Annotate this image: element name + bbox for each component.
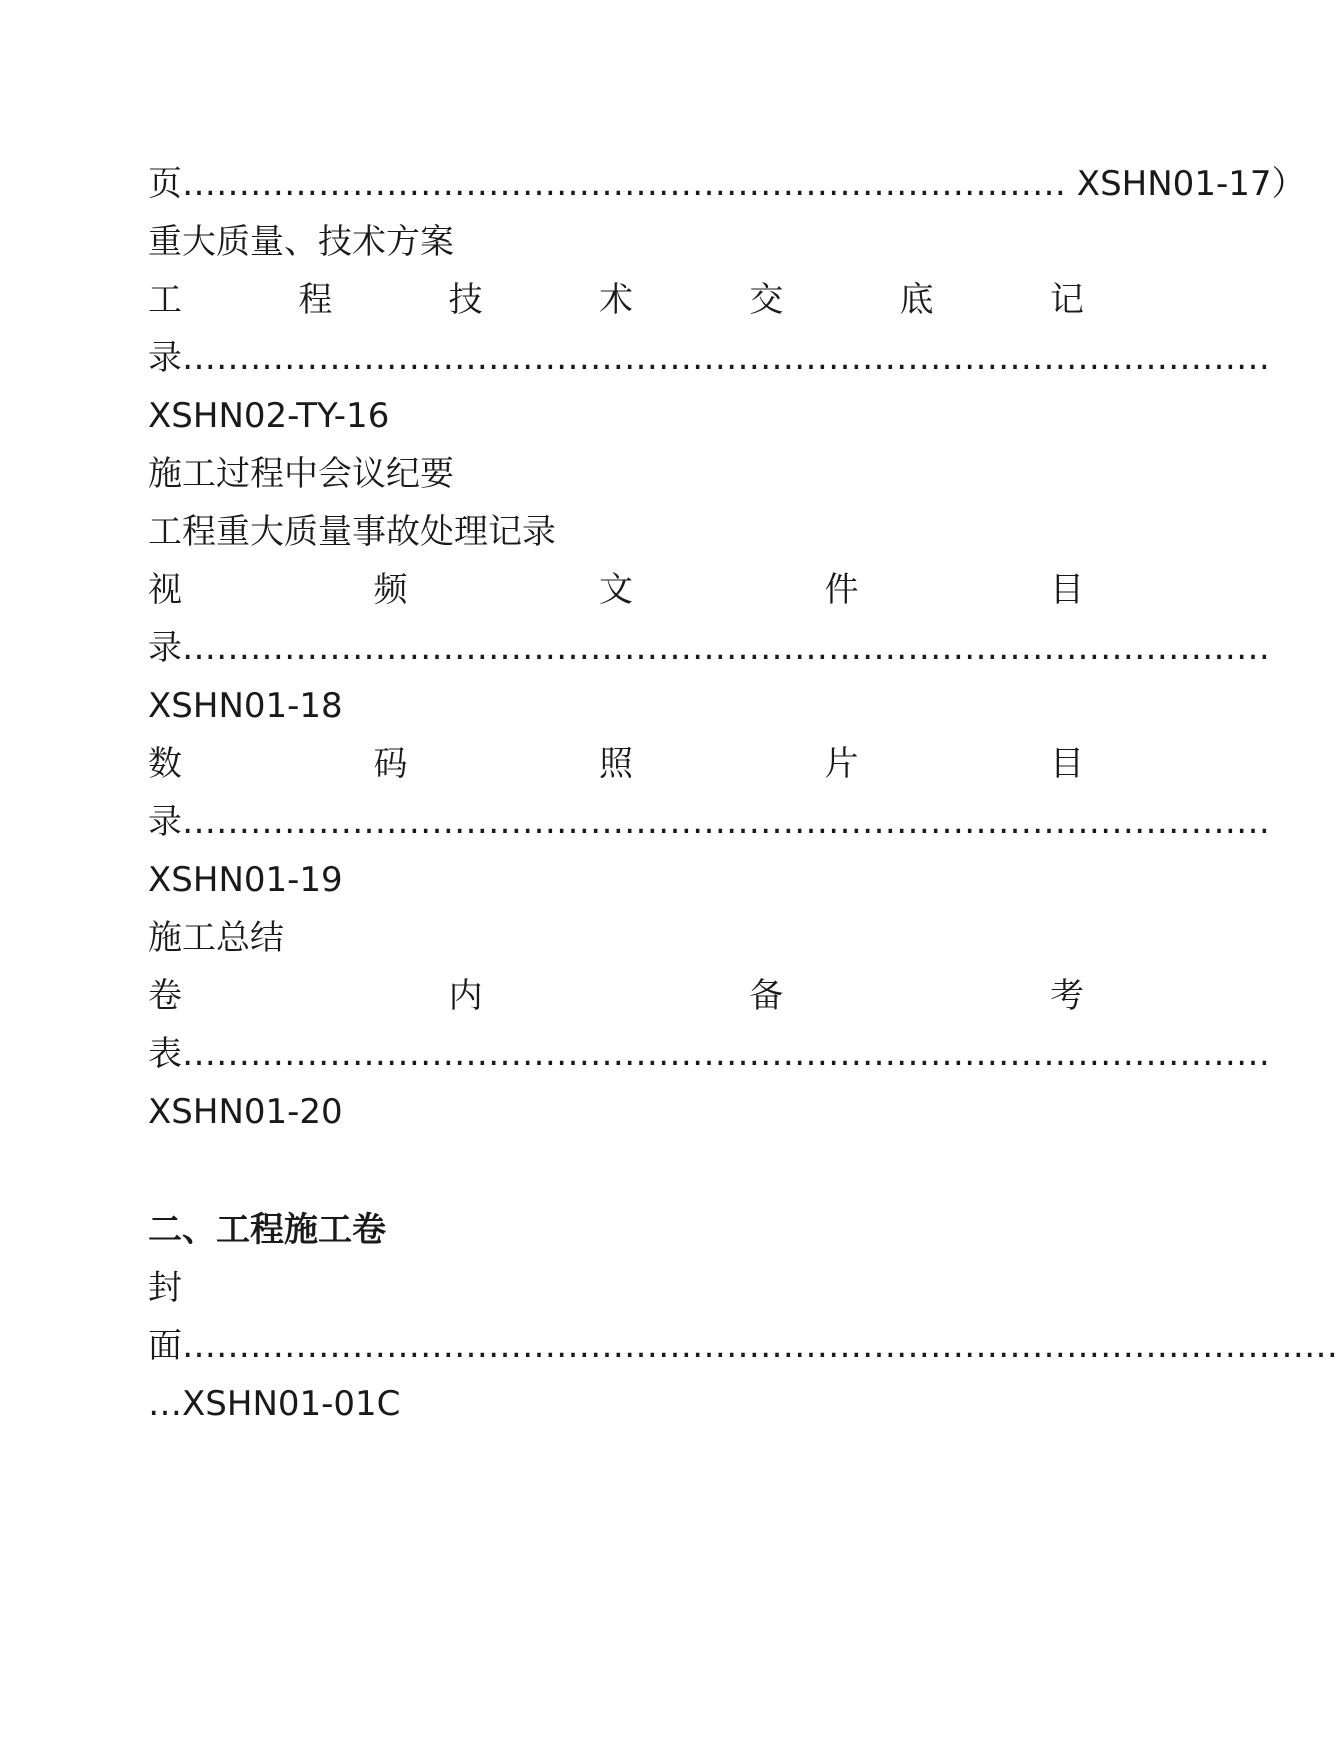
toc-entry-accident-record: 工程重大质量事故处理记录 (148, 512, 556, 552)
section-heading: 二、工程施工卷 (148, 1210, 386, 1250)
toc-leader-dots: 面………………………………………………………………………………………… (148, 1326, 1338, 1366)
spread-char: 考 (1049, 976, 1084, 1016)
spread-char: 技 (448, 280, 483, 320)
spread-char: 数 (148, 744, 182, 784)
spread-char: 底 (899, 280, 934, 320)
toc-entry-video-spread (148, 566, 1084, 614)
toc-entry-code: XSHN01-18 (148, 686, 343, 726)
spread-char: 程 (298, 280, 333, 320)
spread-char: 片 (824, 744, 859, 784)
toc-leader-dots: 录…………………………………………………………………………………… (148, 628, 1270, 668)
toc-entry-code: …XSHN01-01C (148, 1384, 401, 1424)
toc-leader-dots: 表…………………………………………………………………………………… (148, 1034, 1270, 1074)
toc-entry-tech-briefing-spread (148, 276, 1084, 324)
spread-char: 交 (749, 280, 784, 320)
toc-entry-volume-note-spread (148, 972, 1084, 1020)
spread-char: 码 (373, 744, 408, 784)
toc-entry-page-line: 页…………………………………………………………………… XSHN01-17） (148, 164, 1306, 204)
toc-leader-dots: 录…………………………………………………………………………………… (148, 802, 1270, 842)
spread-char: 频 (373, 570, 408, 610)
spread-char: 文 (599, 570, 633, 610)
spread-char: 术 (598, 280, 633, 320)
spread-char: 卷 (148, 976, 182, 1016)
spread-char: 工 (148, 280, 182, 320)
toc-entry-code: XSHN01-20 (148, 1092, 343, 1132)
spread-char: 件 (824, 570, 859, 610)
spread-char: 内 (448, 976, 483, 1016)
spread-char: 目 (1050, 570, 1084, 610)
toc-entry-meeting-minutes: 施工过程中会议纪要 (148, 454, 454, 494)
toc-entry-photo-spread (148, 740, 1084, 788)
spread-char: 备 (749, 976, 784, 1016)
spread-char: 视 (148, 570, 182, 610)
toc-entry-construction-summary: 施工总结 (148, 918, 284, 958)
spread-char: 照 (599, 744, 633, 784)
toc-entry-cover: 封 (148, 1268, 182, 1308)
toc-entry-code: XSHN02-TY-16 (148, 396, 390, 436)
toc-entry-quality-plan: 重大质量、技术方案 (148, 222, 454, 262)
toc-entry-code: XSHN01-19 (148, 860, 343, 900)
spread-char: 记 (1049, 280, 1084, 320)
toc-leader-dots: 录…………………………………………………………………………………… (148, 338, 1270, 378)
spread-char: 目 (1050, 744, 1084, 784)
